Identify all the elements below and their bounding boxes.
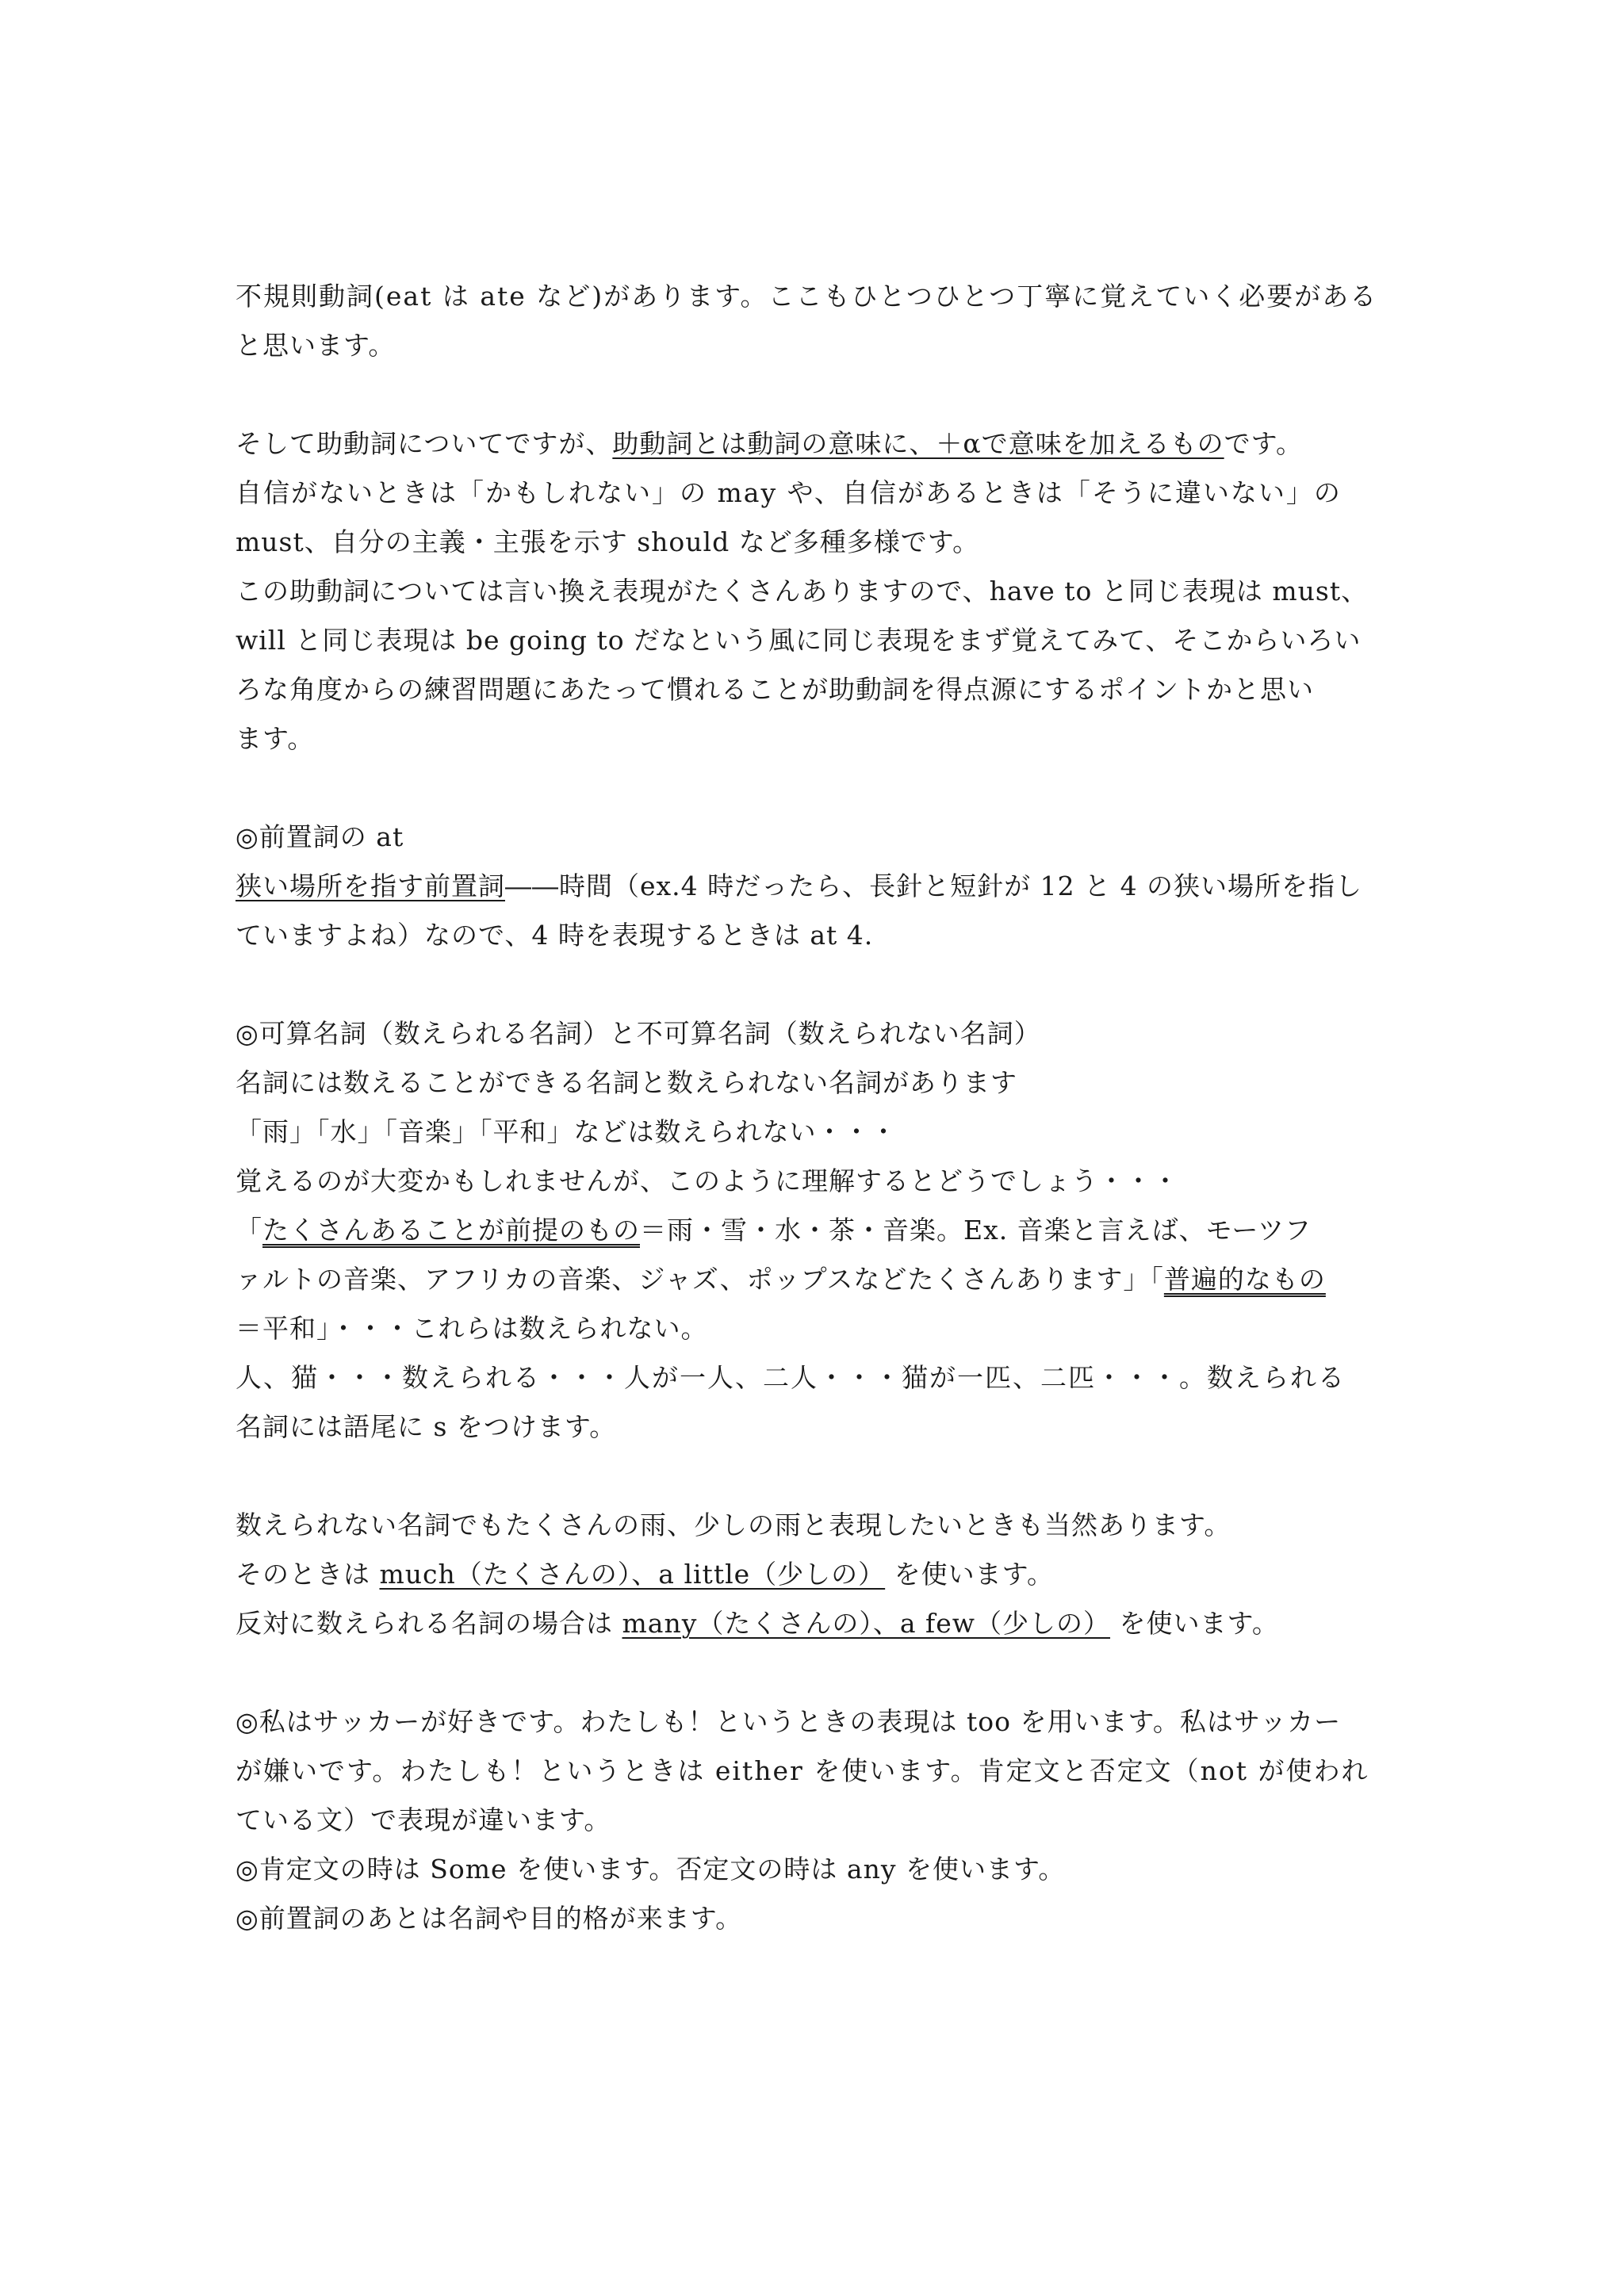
text-run: ァルトの音楽、アフリカの音楽、ジャズ、ポップスなどたくさんあります」「 [236, 1264, 1164, 1295]
text-line: が嫌いです。わたしも！というときは either を使います。肯定文と否定文（not が使われ [236, 1755, 1369, 1786]
paragraph-auxiliary-verbs [236, 419, 1409, 763]
paragraph-spacer [236, 1648, 1409, 1697]
text-line: 覚えるのが大変かもしれませんが、このように理解するとどうでしょう・・・ [236, 1165, 1179, 1196]
text-run: を使います。 [885, 1559, 1055, 1590]
double-underlined-phrase: 普遍的なもの [1163, 1264, 1326, 1295]
paragraph-spacer [236, 1452, 1409, 1501]
text-run: ＝雨・雪・水・茶・音楽。Ex. 音楽と言えば、モーツフ [640, 1215, 1312, 1246]
text-line: ＝平和」・・・これらは数えられない。 [236, 1313, 708, 1344]
text-line [236, 1206, 1409, 1255]
section-heading: ◎可算名詞（数えられる名詞）と不可算名詞（数えられない名詞） [236, 1018, 1041, 1049]
paragraph-spacer [236, 960, 1409, 1009]
text-line: 人、猫・・・数えられる・・・人が一人、二人・・・猫が一匹、二匹・・・。数えられる [236, 1362, 1346, 1393]
text-line: 名詞には数えることができる名詞と数えられない名詞があります [236, 1067, 1017, 1098]
text-run: 「 [236, 1215, 262, 1246]
text-line [236, 862, 1409, 911]
text-line: と思います。 [236, 330, 396, 361]
paragraph-spacer [236, 763, 1409, 813]
text-line: 数えられない名詞でもたくさんの雨、少しの雨と表現したいときも当然あります。 [236, 1510, 1231, 1540]
paragraph-much-many [236, 1501, 1409, 1648]
text-line: ◎私はサッカーが好きです。わたしも！というときの表現は too を用います。私はサッカー [236, 1706, 1342, 1737]
text-line: 名詞には語尾に s をつけます。 [236, 1411, 617, 1442]
text-run: 反対に数えられる名詞の場合は [236, 1608, 622, 1639]
text-line: ◎前置詞のあとは名詞や目的格が来ます。 [236, 1903, 743, 1934]
text-line: ます。 [236, 723, 315, 754]
text-line [236, 419, 1409, 469]
text-run: そして助動詞についてですが、 [236, 428, 613, 459]
text-line: must、自分の主義・主張を示す should など多種多様です。 [236, 526, 980, 557]
paragraph-countable-nouns [236, 1009, 1409, 1452]
paragraph-spacer [236, 370, 1409, 419]
paragraph-preposition-at [236, 813, 1409, 960]
underlined-phrase: 助動詞とは動詞の意味に、＋αで意味を加えるもの [612, 428, 1224, 459]
double-underlined-phrase: たくさんあることが前提のもの [262, 1215, 640, 1246]
text-line: ている文）で表現が違います。 [236, 1804, 611, 1835]
text-run: です。 [1224, 428, 1304, 459]
text-run: ――時間（ex.4 時だったら、長針と短針が 12 と 4 の狭い場所を指し [505, 871, 1363, 901]
text-line [236, 1255, 1409, 1304]
text-line: ◎肯定文の時は Some を使います。否定文の時は any を使います。 [236, 1854, 1066, 1885]
text-line: ていますよね）なので、4 時を表現するときは at 4. [236, 920, 874, 951]
underlined-phrase: 狭い場所を指す前置詞 [236, 871, 505, 901]
section-heading: ◎前置詞の at [236, 821, 404, 852]
text-line: 「雨」「水」「音楽」「平和」などは数えられない・・・ [236, 1116, 898, 1147]
text-line: 自信がないときは「かもしれない」の may や、自信があるときは「そうに違いない」の [236, 477, 1342, 508]
text-run: を使います。 [1110, 1608, 1279, 1639]
text-line: この助動詞については言い換え表現がたくさんありますので、have to と同じ表現は must、 [236, 576, 1369, 607]
text-line: 不規則動詞(eat は ate など)があります。ここもひとつひとつ丁寧に覚えていく必要がある [236, 281, 1378, 312]
paragraph-irregular-verbs [236, 272, 1409, 370]
text-line: will と同じ表現は be going to だなという風に同じ表現をまず覚えてみて、そこからいろい [236, 625, 1362, 656]
text-run: そのときは [236, 1559, 380, 1590]
document-page [236, 272, 1409, 1943]
text-line [236, 1599, 1409, 1648]
underlined-phrase: much（たくさんの）、a little（少しの） [379, 1559, 886, 1590]
paragraph-too-either [236, 1697, 1409, 1943]
text-line [236, 1550, 1409, 1599]
text-line: ろな角度からの練習問題にあたって慣れることが助動詞を得点源にするポイントかと思い [236, 674, 1314, 705]
underlined-phrase: many（たくさんの）、a few（少しの） [622, 1608, 1111, 1639]
